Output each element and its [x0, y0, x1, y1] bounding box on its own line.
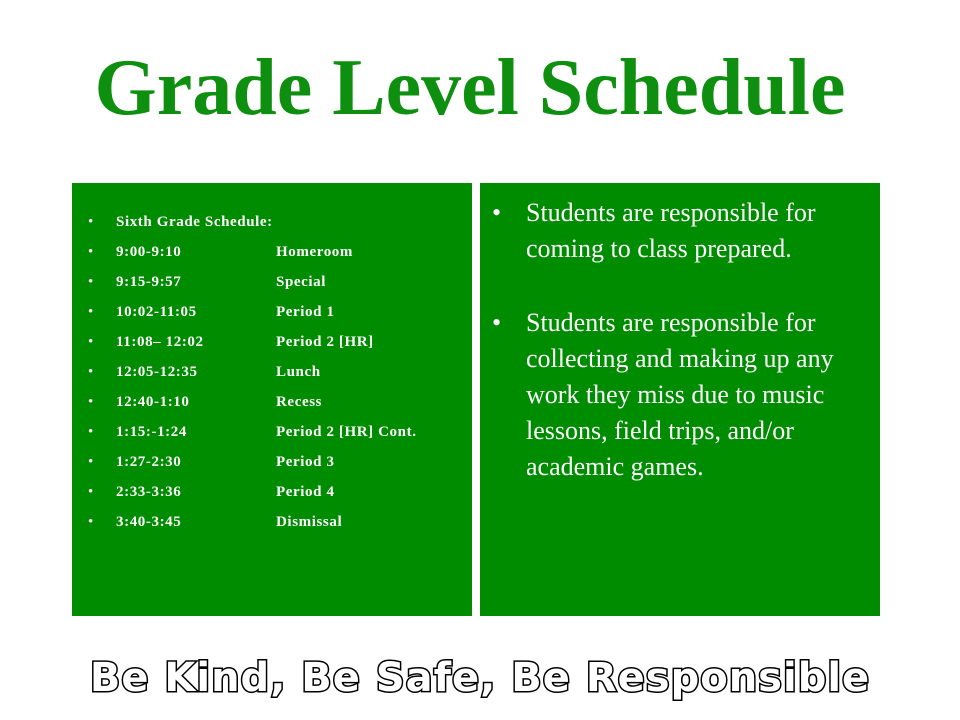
schedule-time: 1:15:-1:24 [116, 424, 187, 440]
schedule-time: 12:40-1:10 [116, 394, 190, 410]
schedule-activity: Dismissal [276, 514, 343, 530]
schedule-time: 2:33-3:36 [116, 484, 182, 500]
schedule-time: 12:05-12:35 [116, 364, 198, 380]
schedule-activity: Period 1 [276, 304, 335, 320]
bullet-icon: • [88, 364, 94, 380]
schedule-row [72, 237, 472, 267]
schedule-row [72, 327, 472, 357]
note-text: Students are responsible for collecting and making up any work they miss due to music lessons, field trips, and/or academic games. [526, 308, 834, 481]
schedule-row [72, 267, 472, 297]
schedule-time: 1:27-2:30 [116, 454, 182, 470]
schedule-activity: Recess [276, 394, 323, 410]
schedule-panel [72, 183, 472, 616]
schedule-activity: Homeroom [276, 244, 354, 260]
schedule-activity: Period 2 [HR] [276, 334, 374, 350]
bullet-icon: • [88, 514, 94, 530]
bullet-icon: • [88, 454, 94, 470]
note-text: Students are responsible for coming to class prepared. [526, 198, 816, 263]
schedule-time: 10:02-11:05 [116, 304, 197, 320]
schedule-activity: Period 2 [HR] Cont. [276, 424, 417, 440]
schedule-activity: Period 4 [276, 484, 335, 500]
bullet-icon: • [88, 424, 94, 440]
schedule-heading: Sixth Grade Schedule: [116, 214, 273, 230]
note-item [480, 305, 880, 485]
schedule-row [72, 447, 472, 477]
bullet-icon: • [88, 274, 94, 290]
schedule-row [72, 507, 472, 537]
notes-panel [480, 183, 880, 616]
bullet-icon: • [492, 198, 502, 227]
bullet-icon: • [88, 484, 94, 500]
schedule-row [72, 477, 472, 507]
slide-title: Grade Level Schedule [94, 44, 846, 132]
bullet-icon: • [88, 244, 94, 260]
schedule-heading-item [72, 207, 472, 237]
schedule-row [72, 417, 472, 447]
schedule-row [72, 387, 472, 417]
schedule-activity: Period 3 [276, 454, 335, 470]
bullet-icon: • [88, 214, 94, 230]
schedule-time: 9:00-9:10 [116, 244, 182, 260]
notes-list [480, 195, 880, 485]
bullet-icon: • [88, 304, 94, 320]
note-item [480, 195, 880, 267]
motto-banner: Be Kind, Be Safe, Be Responsible [89, 655, 871, 701]
bullet-icon: • [88, 394, 94, 410]
bullet-icon: • [492, 308, 502, 337]
schedule-row [72, 357, 472, 387]
schedule-row [72, 297, 472, 327]
schedule-list [72, 207, 472, 537]
schedule-time: 9:15-9:57 [116, 274, 182, 290]
schedule-time: 11:08– 12:02 [116, 334, 204, 350]
schedule-activity: Lunch [276, 364, 321, 380]
bullet-icon: • [88, 334, 94, 350]
schedule-activity: Special [276, 274, 327, 290]
schedule-time: 3:40-3:45 [116, 514, 182, 530]
